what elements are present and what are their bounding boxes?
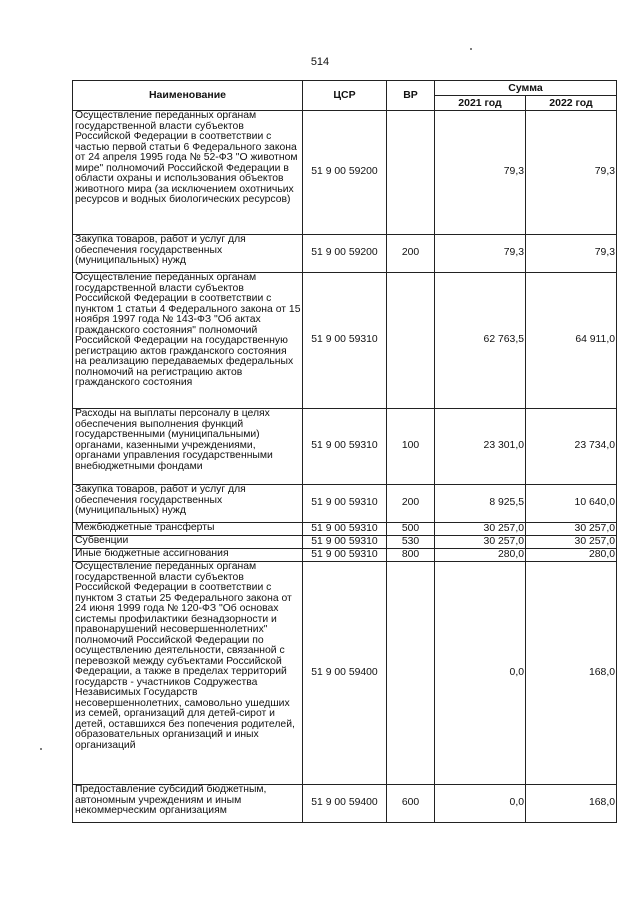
row-2021: 30 257,0 bbox=[435, 536, 526, 549]
row-2021: 0,0 bbox=[435, 562, 526, 785]
row-2021: 30 257,0 bbox=[435, 523, 526, 536]
row-2022: 30 257,0 bbox=[526, 523, 617, 536]
row-name: Субвенции bbox=[73, 536, 303, 549]
row-vr bbox=[387, 273, 435, 409]
row-vr: 530 bbox=[387, 536, 435, 549]
scan-speck bbox=[470, 48, 472, 50]
table-row bbox=[73, 111, 617, 235]
table-row bbox=[73, 536, 617, 549]
row-csr: 51 9 00 59310 bbox=[303, 409, 387, 485]
row-2021: 280,0 bbox=[435, 549, 526, 562]
row-csr: 51 9 00 59310 bbox=[303, 536, 387, 549]
table-row bbox=[73, 785, 617, 823]
row-csr: 51 9 00 59400 bbox=[303, 785, 387, 823]
row-2022: 79,3 bbox=[526, 235, 617, 273]
scan-speck bbox=[40, 748, 42, 750]
row-2022: 64 911,0 bbox=[526, 273, 617, 409]
row-vr: 200 bbox=[387, 485, 435, 523]
table-row bbox=[73, 562, 617, 785]
row-2022: 30 257,0 bbox=[526, 536, 617, 549]
table-row bbox=[73, 523, 617, 536]
row-csr: 51 9 00 59310 bbox=[303, 549, 387, 562]
row-vr: 600 bbox=[387, 785, 435, 823]
row-name: Осуществление переданных органам государственной власти субъектов Российской Федерации в соответствии с пунктом 3 статьи 25 Федерального закона от 24 июня 1999 года № 120-ФЗ "Об основах системы профилактики безнадзорности и правонарушений несовершеннолетних" полномочий Российской Федерации по осуществлению деятельности, связанной с перевозкой между субъектами Российской Федерации, а также в пределах территорий государств - участников Содружества Независимых Государств несовершеннолетних, самовольно ушедших из семей, организаций для детей-сирот и детей, оставшихся без попечения родителей, образовательных организаций и иных организаций bbox=[73, 562, 303, 785]
header-vr: ВР bbox=[387, 81, 435, 111]
row-csr: 51 9 00 59400 bbox=[303, 562, 387, 785]
row-name: Осуществление переданных органам государственной власти субъектов Российской Федерации в соответствии с частью первой статьи 6 Федерального закона от 24 апреля 1995 года № 52-ФЗ "О животном мире" полномочий Российской Федерации в области охраны и использования объектов животного мира (за исключением охотничьих ресурсов и водных биологических ресурсов) bbox=[73, 111, 303, 235]
table-row bbox=[73, 409, 617, 485]
row-name: Осуществление переданных органам государственной власти субъектов Российской Федерации в соответствии с пунктом 1 статьи 4 Федерального закона от 15 ноября 1997 года № 143-ФЗ "Об актах гражданского состояния" полномочий Российской Федерации на государственную регистрацию актов гражданского состояния на реализацию передаваемых федеральных полномочий на регистрацию актов гражданского состояния bbox=[73, 273, 303, 409]
table-row bbox=[73, 485, 617, 523]
row-vr bbox=[387, 111, 435, 235]
row-2022: 23 734,0 bbox=[526, 409, 617, 485]
row-2022: 280,0 bbox=[526, 549, 617, 562]
table-row bbox=[73, 235, 617, 273]
page-number: 514 bbox=[310, 56, 330, 68]
row-name: Расходы на выплаты персоналу в целях обеспечения выполнения функций государственными (муниципальными) органами, казенными учреждениями, органами управления государственными внебюджетными фондами bbox=[73, 409, 303, 485]
header-sum: Сумма bbox=[435, 81, 617, 96]
row-2021: 79,3 bbox=[435, 235, 526, 273]
row-vr: 500 bbox=[387, 523, 435, 536]
row-csr: 51 9 00 59200 bbox=[303, 111, 387, 235]
header-year-2022: 2022 год bbox=[526, 96, 617, 111]
row-name: Иные бюджетные ассигнования bbox=[73, 549, 303, 562]
row-2022: 79,3 bbox=[526, 111, 617, 235]
table-row bbox=[73, 273, 617, 409]
row-2021: 0,0 bbox=[435, 785, 526, 823]
row-name: Закупка товаров, работ и услуг для обеспечения государственных (муниципальных) нужд bbox=[73, 235, 303, 273]
row-vr: 800 bbox=[387, 549, 435, 562]
row-vr bbox=[387, 562, 435, 785]
row-csr: 51 9 00 59310 bbox=[303, 273, 387, 409]
row-name: Межбюджетные трансферты bbox=[73, 523, 303, 536]
row-csr: 51 9 00 59200 bbox=[303, 235, 387, 273]
row-name: Предоставление субсидий бюджетным, автономным учреждениям и иным некоммерческим организациям bbox=[73, 785, 303, 823]
row-2022: 168,0 bbox=[526, 562, 617, 785]
row-vr: 100 bbox=[387, 409, 435, 485]
row-csr: 51 9 00 59310 bbox=[303, 523, 387, 536]
row-2021: 8 925,5 bbox=[435, 485, 526, 523]
row-2021: 23 301,0 bbox=[435, 409, 526, 485]
row-vr: 200 bbox=[387, 235, 435, 273]
header-name: Наименование bbox=[73, 81, 303, 111]
row-name: Закупка товаров, работ и услуг для обеспечения государственных (муниципальных) нужд bbox=[73, 485, 303, 523]
row-2022: 10 640,0 bbox=[526, 485, 617, 523]
row-2022: 168,0 bbox=[526, 785, 617, 823]
table-row bbox=[73, 549, 617, 562]
budget-table bbox=[72, 80, 617, 823]
row-2021: 79,3 bbox=[435, 111, 526, 235]
row-csr: 51 9 00 59310 bbox=[303, 485, 387, 523]
header-year-2021: 2021 год bbox=[435, 96, 526, 111]
header-csr: ЦСР bbox=[303, 81, 387, 111]
row-2021: 62 763,5 bbox=[435, 273, 526, 409]
